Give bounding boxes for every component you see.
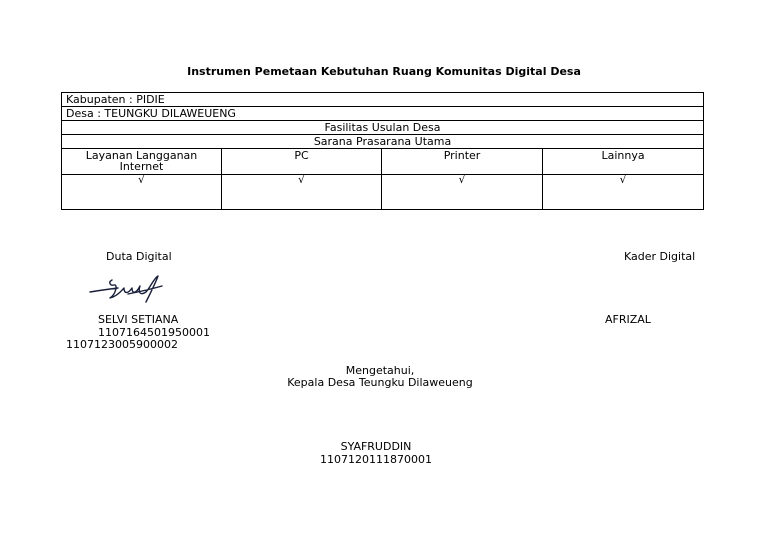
duta-name: SELVI SETIANA <box>98 313 179 326</box>
mengetahui-label: Mengetahui, <box>345 364 415 377</box>
check-pc: √ <box>222 175 382 210</box>
kepala-desa-id: 1107120111870001 <box>320 453 432 466</box>
column-header-pc: PC <box>222 149 382 175</box>
kader-digital-label: Kader Digital <box>624 250 696 263</box>
signature-image <box>88 272 168 306</box>
fasilitas-header: Fasilitas Usulan Desa <box>62 121 704 135</box>
check-lainnya: √ <box>543 175 704 210</box>
document-title: Instrumen Pemetaan Kebutuhan Ruang Komunitas Digital Desa <box>187 65 581 78</box>
kepala-desa-title: Kepala Desa Teungku Dilaweueng <box>287 376 473 389</box>
column-header-internet: Layanan Langganan Internet <box>62 149 222 175</box>
sarana-header: Sarana Prasarana Utama <box>62 135 704 149</box>
kader-name: AFRIZAL <box>605 313 651 326</box>
column-header-lainnya: Lainnya <box>543 149 704 175</box>
desa-cell: Desa : TEUNGKU DILAWEUENG <box>62 107 704 121</box>
duta-id: 1107164501950001 <box>98 326 210 339</box>
duta-digital-label: Duta Digital <box>106 250 172 263</box>
check-printer: √ <box>382 175 543 210</box>
facility-table <box>61 92 704 210</box>
kabupaten-cell: Kabupaten : PIDIE <box>62 93 704 107</box>
column-header-printer: Printer <box>382 149 543 175</box>
check-internet: √ <box>62 175 222 210</box>
kepala-desa-name: SYAFRUDDIN <box>340 440 412 453</box>
kader-id: 1107123005900002 <box>66 338 178 351</box>
